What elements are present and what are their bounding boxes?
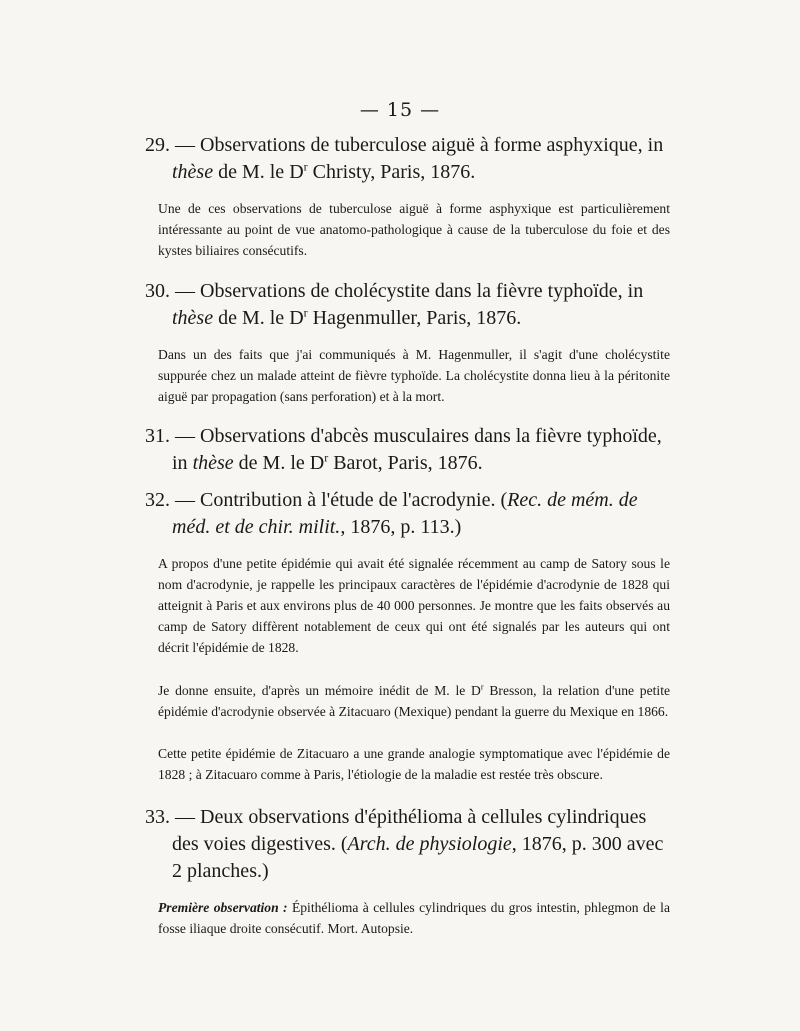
entry-29-heading	[145, 132, 675, 186]
paragraph-33: Première observation : Épithélioma à cellules cylindriques du gros intestin, phlegmon de la fosse iliaque droite consécutif. Mort. Autopsie.	[158, 900, 670, 936]
entry-number: 30.	[145, 280, 170, 302]
entry-title-line1: Deux observations d'épithélioma à cellules cylindriques	[200, 806, 647, 828]
entry-dash: —	[175, 425, 195, 447]
entry-title-line1: Observations d'abcès musculaires dans la fièvre typhoïde,	[200, 425, 662, 447]
entry-number: 31.	[145, 425, 170, 447]
entry-title-line2: in thèse de M. le $D^r$ Barot, Paris, 1876.	[172, 450, 483, 474]
entry-dash: —	[175, 489, 195, 511]
entry-33-heading	[145, 804, 675, 885]
observation-label: Première observation :	[158, 900, 288, 915]
entry-31-heading	[145, 423, 675, 477]
paragraph-32-b: Je donne ensuite, d'après un mémoire inédit de M. le $D^r$ Bresson, la relation d'une petite épidémie d'acrodynie observée à Zitacuaro (Mexique) pendant la guerre du Mexique en 1866.	[158, 682, 671, 719]
entry-title-line2: thèse de M. le $D^r$ Christy, Paris, 1876.	[172, 159, 476, 183]
entry-title-line2: méd. et de chir. milit., 1876, p. 113.)	[172, 516, 462, 538]
entry-number: 33.	[145, 806, 170, 828]
paragraph-32-a: A propos d'une petite épidémie qui avait été signalée récemment au camp de Satory sous le nom d'acrodynie, je rappelle les principaux caractères de l'épidémie d'acrodynie de 1828 qui atteignit à Paris et aux environs plus de 40 000 personnes. Je montre que les faits observés au camp de Satory diffèrent notablement de ceux qui ont été signalés par les auteurs qui ont décrit l'épidémie de 1828.	[158, 556, 670, 655]
entry-title-line1: Observations de tuberculose aiguë à forme asphyxique, in	[200, 134, 664, 156]
entry-title-line2: des voies digestives. (Arch. de physiologie, 1876, p. 300 avec	[172, 833, 664, 855]
paragraph-32-c: Cette petite épidémie de Zitacuaro a une grande analogie symptomatique avec l'épidémie de 1828 ; à Zitacuaro comme à Paris, l'étiologie de la maladie est restée très obscure.	[158, 746, 670, 782]
entry-30-heading	[145, 278, 675, 332]
entry-32-heading: 32. — Contribution à l'étude de l'acrodynie. (Rec. de mém. de méd. et de chir. milit., 1876, p. 113.)	[145, 487, 675, 541]
page-number: — 15 —	[359, 99, 441, 121]
entry-title-line3: 2 planches.)	[172, 860, 269, 882]
entry-number: 29.	[145, 134, 170, 156]
entry-number: 32.	[145, 489, 170, 511]
paragraph-30: Dans un des faits que j'ai communiqués à M. Hagenmuller, il s'agit d'une cholécystite suppurée chez un malade atteint de fièvre typhoïde. La cholécystite donna lieu à la péritonite aiguë par propagation (sans perforation) et à la mort.	[158, 347, 670, 404]
entry-dash: —	[175, 134, 195, 156]
paragraph-29: Une de ces observations de tuberculose aiguë à forme asphyxique est particulièrement intéressante au point de vue anatomo-pathologique à cause de la tuberculose du foie et des kystes biliaires consécutifs.	[158, 201, 670, 258]
entry-title-line1: Contribution à l'étude de l'acrodynie. (	[200, 489, 508, 511]
entry-title-line1: Observations de cholécystite dans la fièvre typhoïde, in	[200, 280, 644, 302]
entry-title-line2: thèse de M. le $D^r$ Hagenmuller, Paris, 1876.	[172, 305, 522, 329]
entry-dash: —	[175, 280, 195, 302]
entry-dash: —	[175, 806, 195, 828]
